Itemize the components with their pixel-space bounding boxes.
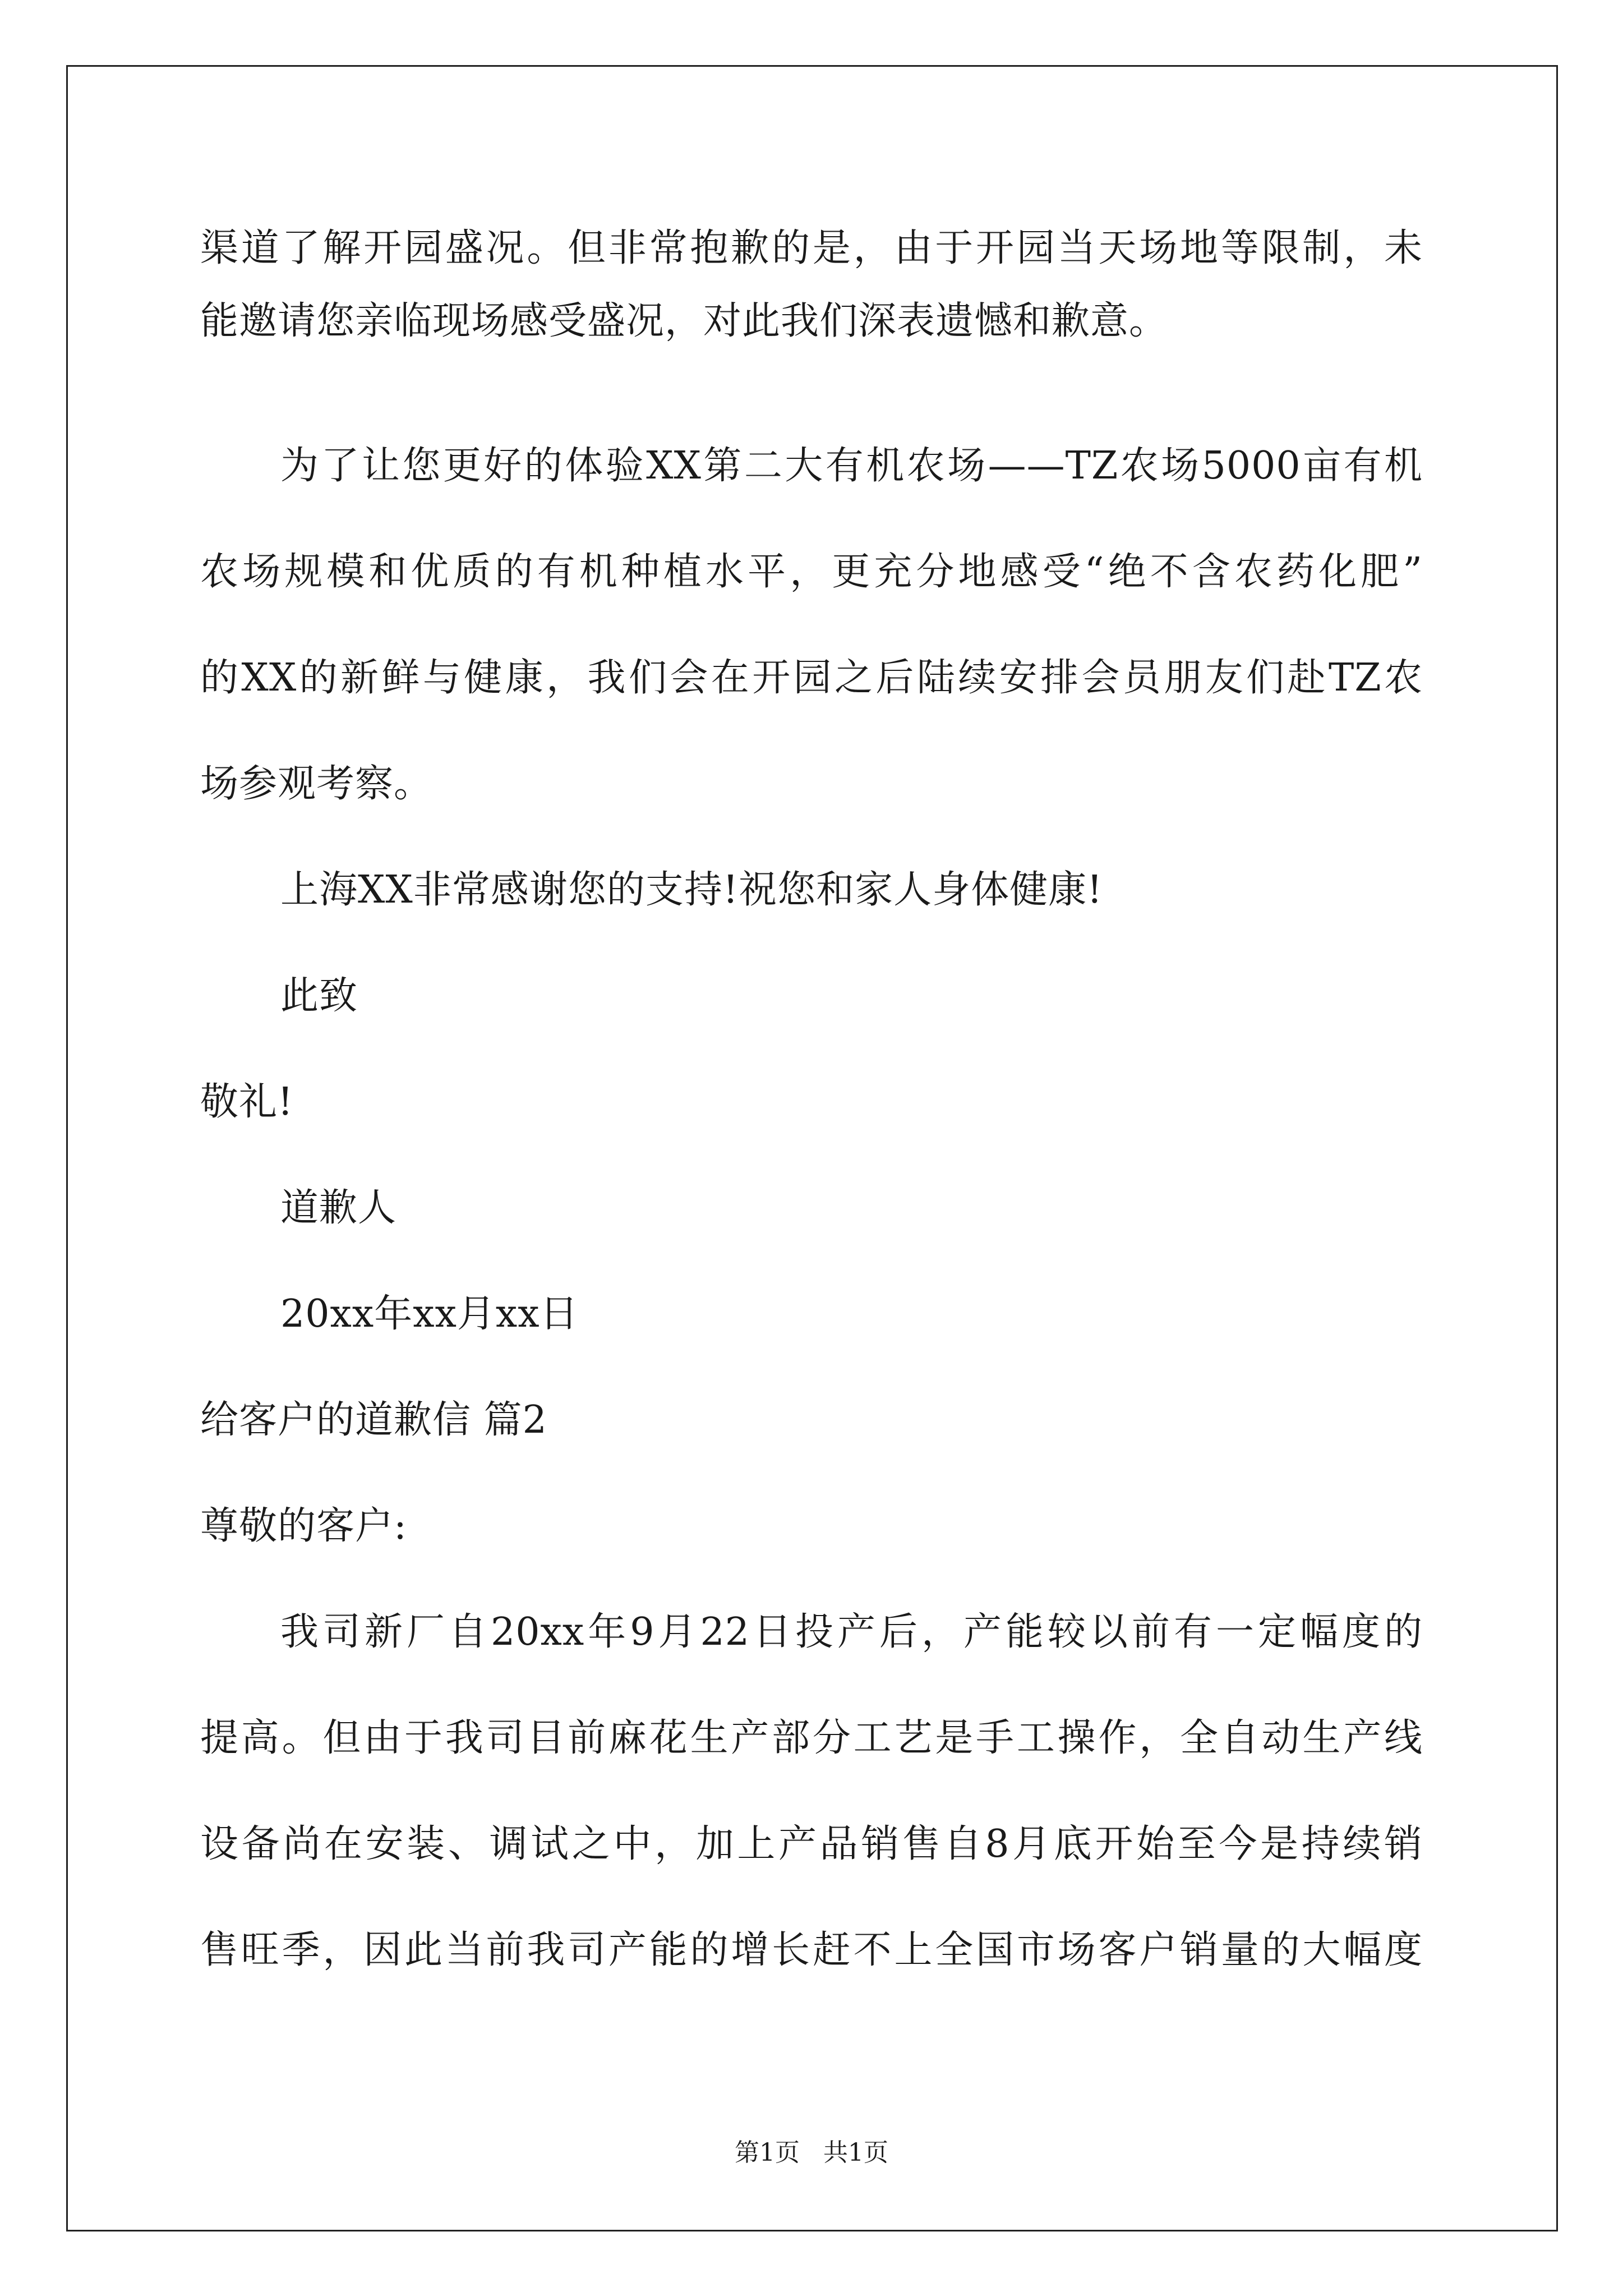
signature-line: 道歉人: [280, 1186, 397, 1230]
salutation-line: 敬礼!: [200, 1080, 294, 1124]
closing-line: 此致: [280, 974, 358, 1018]
date-line: 20xx年xx月xx日: [280, 1292, 579, 1336]
text-line: 的XX的新鲜与健康，我们会在开园之后陆续安排会员朋友们赴TZ农: [200, 656, 1423, 700]
text-line: 场参观考察。: [200, 762, 433, 806]
text-line: 我司新厂自20xx年9月22日投产后，产能较以前有一定幅度的: [280, 1610, 1423, 1654]
text-line: 农场规模和优质的有机种植水平，更充分地感受“绝不含农药化肥”: [200, 550, 1423, 594]
text-line: 上海XX非常感谢您的支持!祝您和家人身体健康!: [280, 868, 1103, 912]
text-line: 为了让您更好的体验XX第二大有机农场——TZ农场5000亩有机: [280, 444, 1423, 488]
text-line: 售旺季，因此当前我司产能的增长赶不上全国市场客户销量的大幅度: [200, 1928, 1423, 1972]
page-footer: 第1页 共1页: [735, 2138, 888, 2167]
section-heading: 给客户的道歉信 篇2: [200, 1398, 547, 1442]
greeting-line: 尊敬的客户:: [200, 1504, 407, 1548]
page-frame: [66, 65, 1558, 2231]
text-line: 提高。但由于我司目前麻花生产部分工艺是手工操作，全自动生产线: [200, 1716, 1423, 1760]
text-line: 能邀请您亲临现场感受盛况，对此我们深表遗憾和歉意。: [200, 299, 1168, 343]
text-line: 渠道了解开园盛况。但非常抱歉的是，由于开园当天场地等限制，未: [200, 226, 1423, 270]
text-line: 设备尚在安装、调试之中，加上产品销售自8月底开始至今是持续销: [200, 1822, 1423, 1866]
